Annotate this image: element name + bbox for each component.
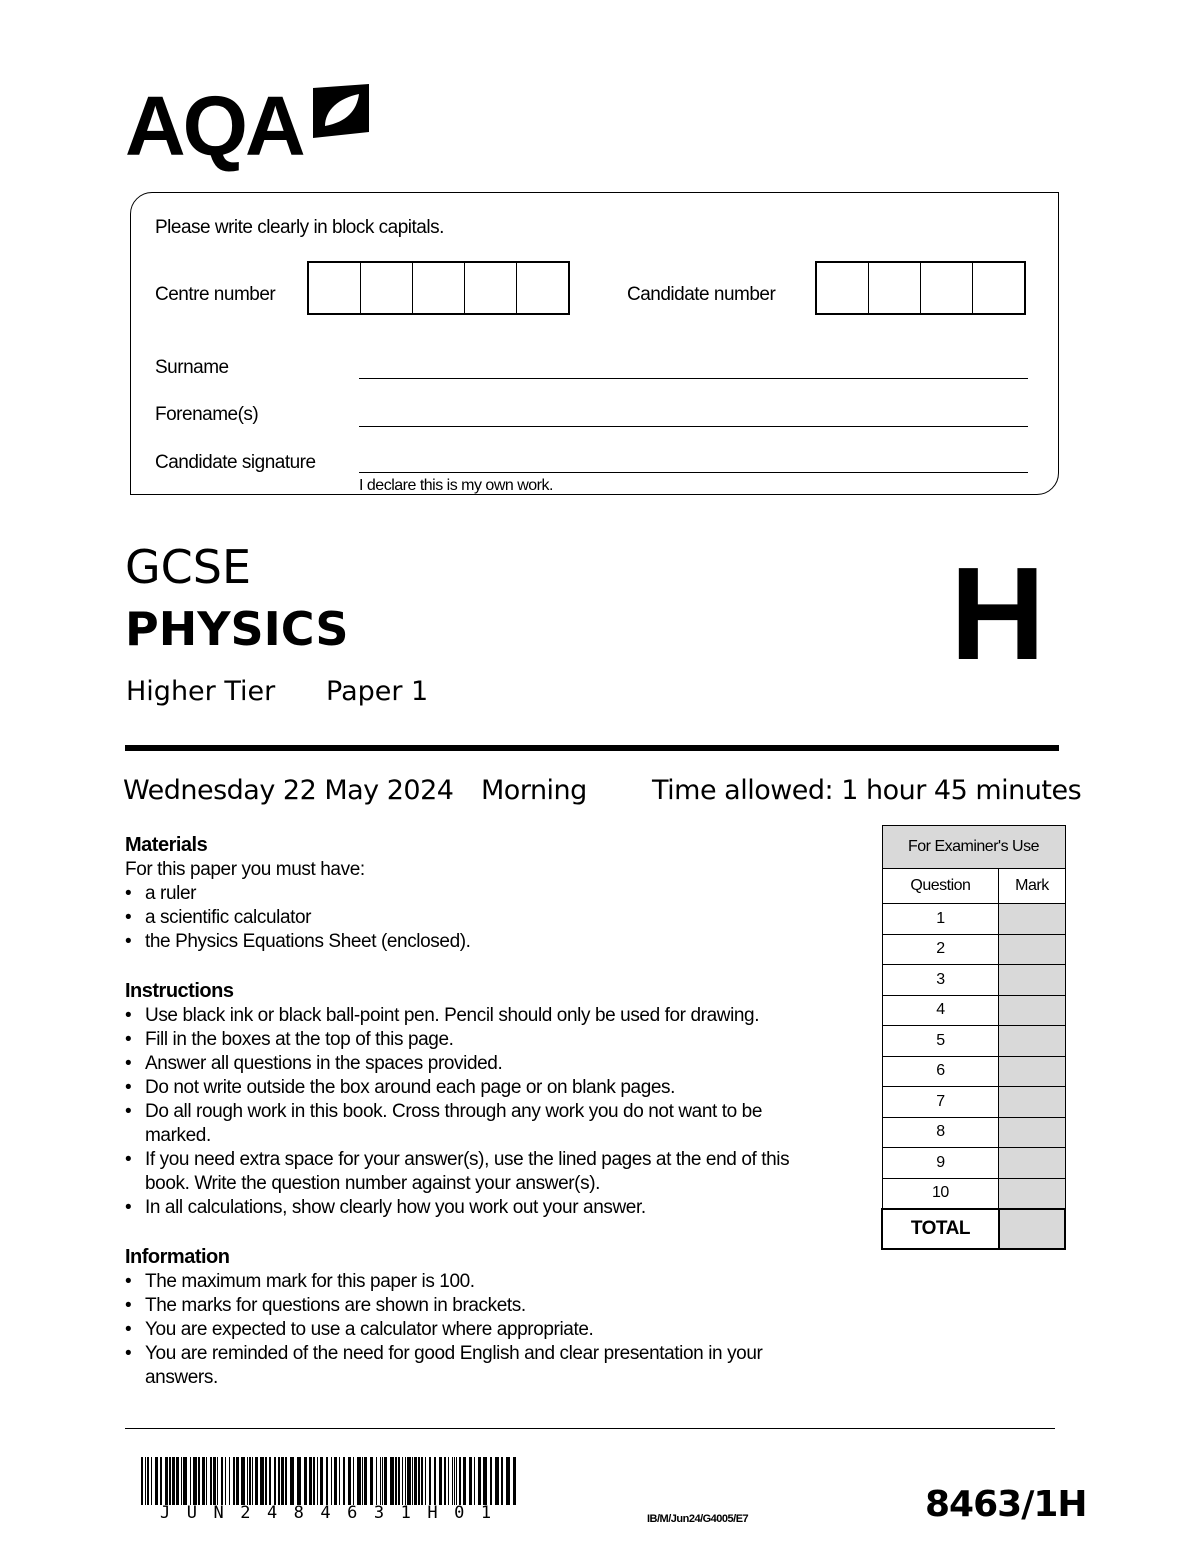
signature-label: Candidate signature xyxy=(155,452,316,473)
barcode-bar xyxy=(190,1457,191,1505)
mark-cell xyxy=(999,934,1065,965)
list-item: • Use black ink or black ball-point pen. Pencil should only be used for drawing. xyxy=(125,1004,825,1028)
barcode-bar xyxy=(474,1457,475,1505)
materials-intro: For this paper you must have: xyxy=(125,859,365,880)
candidate-digit-box[interactable] xyxy=(817,263,869,313)
list-item: • Answer all questions in the spaces provided. xyxy=(125,1052,825,1076)
barcode-bar xyxy=(395,1457,397,1505)
barcode-bar xyxy=(429,1457,431,1505)
barcode-bar xyxy=(390,1457,394,1505)
barcode-bar xyxy=(141,1457,143,1505)
barcode-bar xyxy=(362,1457,363,1505)
barcode-bar xyxy=(198,1457,200,1505)
barcode-bar xyxy=(444,1457,446,1505)
barcode-bar xyxy=(155,1457,158,1505)
barcode-bar xyxy=(407,1457,411,1505)
list-item: • The maximum mark for this paper is 100. xyxy=(125,1270,805,1294)
list-item: • a scientific calculator xyxy=(125,906,845,930)
mark-cell xyxy=(999,1056,1065,1087)
barcode-bar xyxy=(236,1457,239,1505)
centre-number-label: Centre number xyxy=(155,284,276,305)
barcode-bar xyxy=(165,1457,168,1505)
barcode-bar xyxy=(421,1457,423,1505)
list-item: • If you need extra space for your answer(s), use the lined pages at the end of this book. Write the question number against your answer(s). xyxy=(125,1148,825,1196)
list-item: • In all calculations, show clearly how you work out your answer. xyxy=(125,1196,825,1220)
barcode-bar xyxy=(478,1457,481,1505)
mark-cell xyxy=(999,1178,1065,1209)
barcode-bar xyxy=(183,1457,187,1505)
barcode-text: JUN2484631H01 xyxy=(160,1503,508,1523)
mark-cell xyxy=(999,1087,1065,1118)
list-item: • You are expected to use a calculator where appropriate. xyxy=(125,1318,805,1342)
barcode-bar xyxy=(459,1457,461,1505)
list-item: • The marks for questions are shown in brackets. xyxy=(125,1294,805,1318)
barcode-bar xyxy=(425,1457,426,1505)
question-number: 3 xyxy=(882,965,999,996)
barcode xyxy=(141,1457,519,1507)
question-number: 5 xyxy=(882,1026,999,1057)
barcode-bar xyxy=(249,1457,251,1505)
barcode-bar xyxy=(398,1457,400,1505)
barcode-bar xyxy=(172,1457,175,1505)
centre-number-boxes[interactable] xyxy=(307,261,570,315)
subject-title: PHYSICS xyxy=(125,602,349,656)
block-capitals-instruction: Please write clearly in block capitals. xyxy=(155,217,444,238)
barcode-bar xyxy=(297,1457,301,1505)
mark-cell xyxy=(999,904,1065,935)
barcode-bar xyxy=(380,1457,381,1505)
barcode-bar xyxy=(320,1457,323,1505)
barcode-bar xyxy=(353,1457,354,1505)
exam-date: Wednesday 22 May 2024 xyxy=(123,775,454,806)
information-list xyxy=(125,1270,805,1390)
barcode-bar xyxy=(265,1457,267,1505)
barcode-bar xyxy=(454,1457,455,1505)
barcode-bar xyxy=(469,1457,472,1505)
forenames-label: Forename(s) xyxy=(155,404,259,425)
barcode-bar xyxy=(169,1457,171,1505)
surname-label: Surname xyxy=(155,357,229,378)
mark-cell xyxy=(999,1148,1065,1179)
total-label: TOTAL xyxy=(882,1209,999,1249)
barcode-bar xyxy=(348,1457,351,1505)
list-item: • a ruler xyxy=(125,882,845,906)
materials-heading: Materials xyxy=(125,834,208,856)
barcode-bar xyxy=(193,1457,197,1505)
barcode-bar xyxy=(402,1457,403,1505)
candidate-digit-box[interactable] xyxy=(973,263,1024,313)
barcode-bar xyxy=(339,1457,340,1505)
barcode-bar xyxy=(278,1457,280,1505)
logo-text: AQA xyxy=(125,79,303,173)
barcode-bar xyxy=(376,1457,377,1505)
barcode-bar xyxy=(255,1457,258,1505)
question-number: 7 xyxy=(882,1087,999,1118)
barcode-bar xyxy=(456,1457,457,1505)
question-number: 2 xyxy=(882,934,999,965)
barcode-bar xyxy=(490,1457,492,1505)
candidate-details-box xyxy=(130,192,1059,495)
barcode-bar xyxy=(382,1457,383,1505)
mark-cell xyxy=(999,1117,1065,1148)
barcode-bar xyxy=(290,1457,294,1505)
barcode-bar xyxy=(176,1457,179,1505)
total-mark-cell xyxy=(999,1209,1065,1249)
barcode-bar xyxy=(513,1457,516,1505)
signature-field[interactable] xyxy=(359,472,1028,473)
examiners-use-title: For Examiner's Use xyxy=(882,826,1065,869)
barcode-bar xyxy=(285,1457,287,1505)
barcode-bar xyxy=(247,1457,248,1505)
list-item: • Do all rough work in this book. Cross through any work you do not want to be marked. xyxy=(125,1100,825,1148)
exam-session: Morning xyxy=(481,775,587,806)
barcode-bar xyxy=(260,1457,264,1505)
centre-digit-box[interactable] xyxy=(413,263,465,313)
barcode-bar xyxy=(281,1457,284,1505)
barcode-bar xyxy=(370,1457,373,1505)
list-item: • You are reminded of the need for good English and clear presentation in your answers. xyxy=(125,1342,805,1390)
declaration-text: I declare this is my own work. xyxy=(359,477,553,494)
mark-column-header: Mark xyxy=(999,869,1065,904)
barcode-bar xyxy=(269,1457,271,1505)
barcode-bar xyxy=(147,1457,149,1505)
mark-cell xyxy=(999,1026,1065,1057)
barcode-bar xyxy=(448,1457,449,1505)
barcode-bar xyxy=(233,1457,235,1505)
barcode-bar xyxy=(357,1457,361,1505)
paper-code: 8463/1H xyxy=(925,1484,1087,1525)
barcode-bar xyxy=(343,1457,345,1505)
qualification-title: GCSE xyxy=(125,540,252,594)
barcode-bar xyxy=(364,1457,367,1505)
barcode-bar xyxy=(405,1457,406,1505)
tier-letter: H xyxy=(950,540,1046,687)
barcode-bar xyxy=(160,1457,162,1505)
barcode-bar xyxy=(334,1457,337,1505)
barcode-bar xyxy=(418,1457,420,1505)
barcode-bar xyxy=(463,1457,466,1505)
candidate-number-boxes[interactable] xyxy=(815,261,1026,315)
tier-label: Higher Tier xyxy=(126,676,276,707)
barcode-bar xyxy=(331,1457,332,1505)
barcode-bar xyxy=(213,1457,216,1505)
mark-cell xyxy=(999,965,1065,996)
barcode-bar xyxy=(483,1457,487,1505)
barcode-bar xyxy=(414,1457,417,1505)
question-column-header: Question xyxy=(882,869,999,904)
time-allowed: Time allowed: 1 hour 45 minutes xyxy=(652,775,1082,806)
barcode-bar xyxy=(229,1457,230,1505)
barcode-bar xyxy=(181,1457,182,1505)
barcode-bar xyxy=(317,1457,318,1505)
barcode-bar xyxy=(210,1457,212,1505)
footer-divider xyxy=(125,1428,1055,1429)
paper-label: Paper 1 xyxy=(326,676,429,707)
barcode-bar xyxy=(252,1457,253,1505)
centre-digit-box[interactable] xyxy=(517,263,568,313)
barcode-bar xyxy=(326,1457,328,1505)
reference-code: IB/M/Jun24/G4005/E7 xyxy=(647,1513,749,1525)
barcode-bar xyxy=(202,1457,205,1505)
question-number: 1 xyxy=(882,904,999,935)
barcode-bar xyxy=(384,1457,387,1505)
candidate-number-label: Candidate number xyxy=(627,284,776,305)
list-item: • Do not write outside the box around each page or on blank pages. xyxy=(125,1076,825,1100)
barcode-bar xyxy=(221,1457,223,1505)
barcode-bar xyxy=(206,1457,207,1505)
barcode-bar xyxy=(495,1457,499,1505)
barcode-bar xyxy=(304,1457,307,1505)
centre-digit-box[interactable] xyxy=(465,263,517,313)
question-number: 10 xyxy=(882,1178,999,1209)
barcode-bar xyxy=(452,1457,453,1505)
aqa-logo xyxy=(125,79,370,173)
forenames-field[interactable] xyxy=(359,426,1028,427)
barcode-bar xyxy=(506,1457,510,1505)
barcode-bar xyxy=(412,1457,413,1505)
barcode-bar xyxy=(274,1457,276,1505)
barcode-bar xyxy=(225,1457,226,1505)
information-heading: Information xyxy=(125,1246,230,1268)
question-number: 8 xyxy=(882,1117,999,1148)
centre-digit-box[interactable] xyxy=(361,263,413,313)
barcode-bar xyxy=(217,1457,218,1505)
list-item: • the Physics Equations Sheet (enclosed). xyxy=(125,930,845,954)
question-number: 9 xyxy=(882,1148,999,1179)
barcode-bar xyxy=(145,1457,146,1505)
question-number: 6 xyxy=(882,1056,999,1087)
barcode-bar xyxy=(313,1457,315,1505)
barcode-bar xyxy=(241,1457,245,1505)
question-number: 4 xyxy=(882,995,999,1026)
barcode-bar xyxy=(439,1457,442,1505)
examiners-use-table xyxy=(881,825,1066,1250)
barcode-bar xyxy=(501,1457,503,1505)
materials-list xyxy=(125,882,845,954)
barcode-bar xyxy=(309,1457,312,1505)
instructions-heading: Instructions xyxy=(125,980,234,1002)
title-divider xyxy=(125,745,1059,751)
mark-cell xyxy=(999,995,1065,1026)
centre-digit-box[interactable] xyxy=(309,263,361,313)
instructions-list xyxy=(125,1004,825,1220)
candidate-digit-box[interactable] xyxy=(921,263,973,313)
list-item: • Fill in the boxes at the top of this page. xyxy=(125,1028,825,1052)
candidate-digit-box[interactable] xyxy=(869,263,921,313)
surname-field[interactable] xyxy=(359,378,1028,379)
barcode-bar xyxy=(151,1457,152,1505)
barcode-bar xyxy=(434,1457,436,1505)
logo-leaf-icon xyxy=(311,82,371,140)
